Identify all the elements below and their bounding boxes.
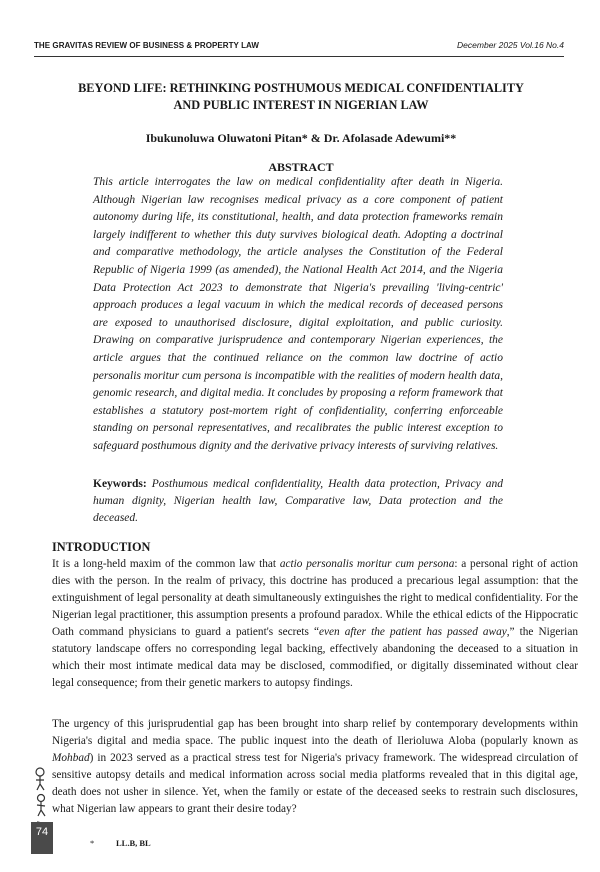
- p1-oath-quote: even after the patient has passed away: [318, 626, 507, 638]
- footnote-marker: *: [90, 838, 95, 848]
- keywords: [93, 476, 503, 527]
- introduction-heading: INTRODUCTION: [52, 540, 151, 554]
- abstract-text: This article interrogates the law on medical confidentiality after death in Nigeria. Although Nigerian law recognises medical privacy as a core component of patient autonomy during life, its constitutional, health, and data protection frameworks remain largely indifferent to whether this duty survives biological death. Adopting a doctrinal and comparative methodology, the article analyses the Constitution of the Federal Republic of Nigeria 1999 (as amended), the National Health Act 2014, and the Nigeria Data Protection Act 2023 to demonstrate that Nigeria's prevailing 'living-centric' approach produces a legal vacuum in which the medical records of deceased persons are exposed to unauthorised disclosure, digital exploitation, and public curiosity. Drawing on comparative jurisprudence and contemporary Nigerian experiences, the article argues that the continued reliance on the common law doctrine of actio personalis moritur cum persona is incompatible with the realities of modern health data, genomic research, and digital media. It concludes by proposing a reform framework that establishes a statutory post-mortem right of confidentiality, conferring enforceable standing on personal representatives, and recalibrates the public interest exception to safeguard posthumous dignity and the derivative privacy interests of surviving relatives.: [93, 176, 503, 452]
- introduction-paragraph-2: [52, 716, 578, 818]
- keywords-label: Keywords:: [93, 478, 147, 490]
- p1-text-b: : a personal right of action dies with the person. In the realm of privacy, this doctrine has produced a precarious legal assumption: that the extinguishment of legal personality at death simultaneously extinguishes the right to medical confidentiality. For the Nigerian legal practitioner, this assumption presents a profound paradox. While the ethical edicts of the Hippocratic Oath command physicians to guard a patient's secrets “: [52, 558, 578, 638]
- footnote-text: LL.B, BL: [116, 838, 151, 848]
- article-title: [34, 80, 568, 114]
- title-line-1: BEYOND LIFE: RETHINKING POSTHUMOUS MEDICAL CONFIDENTIALITY: [78, 81, 524, 95]
- title-line-2: AND PUBLIC INTEREST IN NIGERIAN LAW: [173, 98, 429, 112]
- abstract-heading: ABSTRACT: [268, 160, 334, 174]
- p1-text-a: It is a long-held maxim of the common law that: [52, 558, 280, 570]
- p1-text-c: ,” the Nigerian statutory landscape offers no corresponding legal backing, effectively abandoning the deceased to a situation in which their most intimate medical data may be disclosed, commodified, or digitally disseminated without clear legal consequence; from their genetic markers to autopsy findings.: [52, 626, 578, 689]
- p1-latin-maxim: actio personalis moritur cum persona: [279, 558, 455, 570]
- keywords-text: Posthumous medical confidentiality, Health data protection, Privacy and human dignity, Nigerian health law, Comparative law, Data protection and the deceased.: [93, 478, 503, 524]
- authors: Ibukunoluwa Oluwatoni Pitan* & Dr. Afolasade Adewumi**: [145, 131, 457, 145]
- journal-title: THE GRAVITAS REVIEW OF BUSINESS & PROPERTY LAW: [34, 41, 259, 50]
- footnote: [90, 838, 151, 848]
- running-header: [34, 40, 564, 57]
- p2-nickname: Mohbad: [52, 752, 90, 764]
- page-number: 74: [35, 826, 49, 838]
- page-number-box: [31, 822, 53, 854]
- p2-text-a: The urgency of this jurisprudential gap has been brought into sharp relief by contemporary developments within Nigeria's digital and media space. The public inquest into the death of Ilerioluwa Aloba (popularly known as: [52, 718, 578, 747]
- introduction-paragraph-1: [52, 556, 578, 692]
- issue-info: December 2025 Vol.16 No.4: [457, 40, 564, 50]
- p2-text-b: ) in 2023 served as a practical stress test for Nigeria's privacy framework. The widespread circulation of sensitive autopsy details and medical information across social media platforms revealed that in this digital age, death does not usher in silence. Yet, when the family or estate of the deceased seeks to restrain such disclosures, what Nigerian law appears to grant their desire today?: [52, 752, 578, 815]
